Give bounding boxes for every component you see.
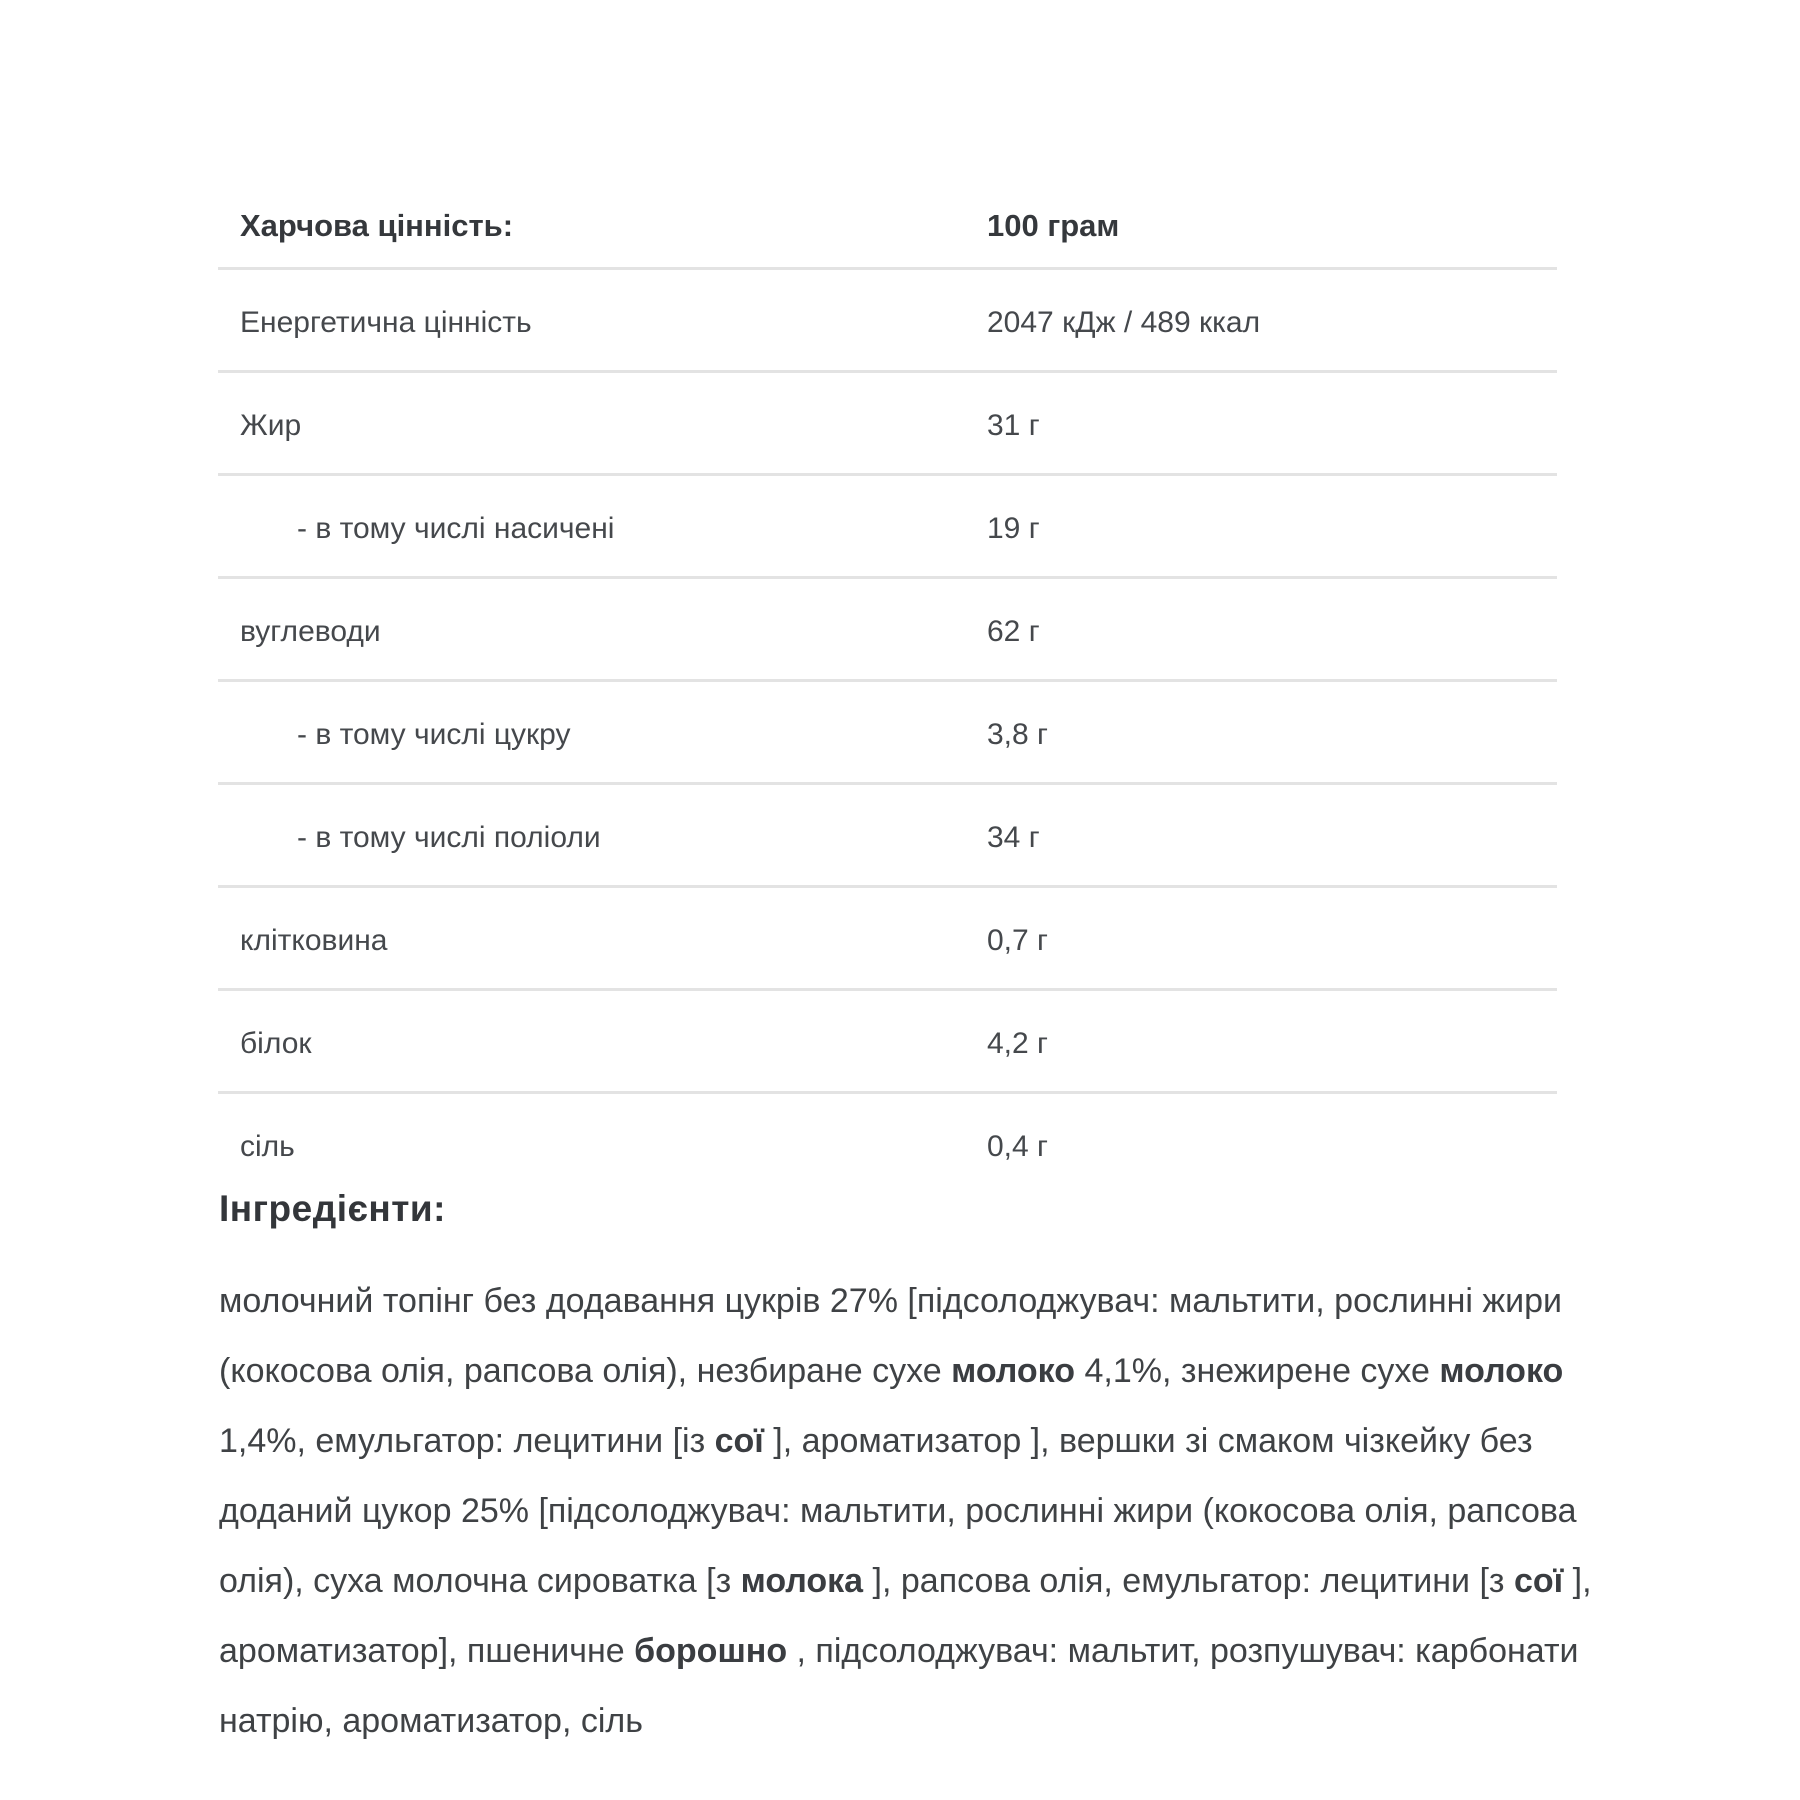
table-row (218, 1091, 1557, 1194)
nutrition-row-label: - в тому числі насичені (297, 512, 615, 545)
nutrition-row-label: клітковина (240, 924, 388, 957)
allergen-text: сої (714, 1422, 764, 1460)
nutrition-row-label: Енергетична цінність (240, 306, 532, 339)
allergen-text: молока (740, 1562, 864, 1600)
nutrition-row-value: 0,7 г (987, 924, 1048, 957)
ingredient-text: натрію, ароматизатор, сіль (219, 1702, 643, 1740)
ingredients-line (219, 1616, 1579, 1686)
table-row (218, 679, 1557, 782)
allergen-text: борошно (634, 1632, 788, 1670)
ingredient-text: ], (1563, 1562, 1592, 1600)
nutrition-table-body (218, 267, 1557, 1194)
ingredient-text: ], рапсова олія, емульгатор: лецитини [з (863, 1562, 1514, 1600)
ingredients-heading: Інгредієнти: (219, 1188, 446, 1229)
nutrition-row-label: сіль (240, 1130, 295, 1163)
ingredient-text: 4,1%, знежирене сухе (1075, 1352, 1440, 1390)
ingredients-line (219, 1476, 1577, 1546)
ingredients-line (219, 1546, 1592, 1616)
nutrition-header-label: Харчова цінність: (240, 208, 514, 243)
table-row (218, 576, 1557, 679)
allergen-text: сої (1513, 1562, 1564, 1600)
nutrition-header-value: 100 грам (987, 208, 1120, 243)
ingredient-text: 1,4%, емульгатор: лецитини [із (219, 1422, 715, 1460)
ingredients-line (219, 1336, 1564, 1406)
nutrition-row-value: 3,8 г (987, 718, 1048, 751)
nutrition-row-label: - в тому числі поліоли (297, 821, 601, 854)
ingredient-text: олія), суха молочна сироватка [з (219, 1562, 741, 1600)
ingredients-line (219, 1266, 1563, 1336)
ingredient-text: , підсолоджувач: мальтит, розпушувач: карбонати (787, 1632, 1579, 1670)
allergen-text: молоко (1439, 1352, 1564, 1390)
ingredients-line (219, 1406, 1533, 1476)
ingredient-text: ароматизатор], пшеничне (219, 1632, 635, 1670)
nutrition-row-value: 34 г (987, 821, 1040, 854)
table-row (218, 370, 1557, 473)
nutrition-row-label: Жир (240, 409, 302, 442)
table-row (218, 782, 1557, 885)
table-row (218, 267, 1557, 370)
ingredient-text: молочний топінг без додавання цукрів 27% [підсолоджувач: мальтити, рослинні жири (219, 1282, 1563, 1320)
nutrition-row-label: - в тому числі цукру (297, 718, 571, 751)
ingredient-text: (кокосова олія, рапсова олія), незбиране сухе (219, 1352, 952, 1390)
nutrition-table-header (218, 185, 1557, 267)
nutrition-row-value: 0,4 г (987, 1130, 1048, 1163)
ingredients-text (219, 1266, 1592, 1756)
ingredients-section (219, 1188, 1592, 1756)
nutrition-row-value: 2047 кДж / 489 ккал (987, 306, 1261, 339)
nutrition-row-value: 31 г (987, 409, 1040, 442)
nutrition-row-label: білок (240, 1027, 312, 1060)
ingredient-text: доданий цукор 25% [підсолоджувач: мальтити, рослинні жири (кокосова олія, рапсова (219, 1492, 1577, 1530)
nutrition-row-label: вуглеводи (240, 615, 381, 648)
table-row (218, 885, 1557, 988)
nutrition-table (218, 185, 1557, 1194)
ingredients-line (219, 1686, 1519, 1756)
table-row (218, 473, 1557, 576)
ingredient-text: ], ароматизатор ], вершки зі смаком чізкейку без (763, 1422, 1533, 1460)
table-row (218, 988, 1557, 1091)
nutrition-row-value: 62 г (987, 615, 1040, 648)
allergen-text: молоко (951, 1352, 1076, 1390)
nutrition-row-value: 4,2 г (987, 1027, 1048, 1060)
nutrition-row-value: 19 г (987, 512, 1040, 545)
